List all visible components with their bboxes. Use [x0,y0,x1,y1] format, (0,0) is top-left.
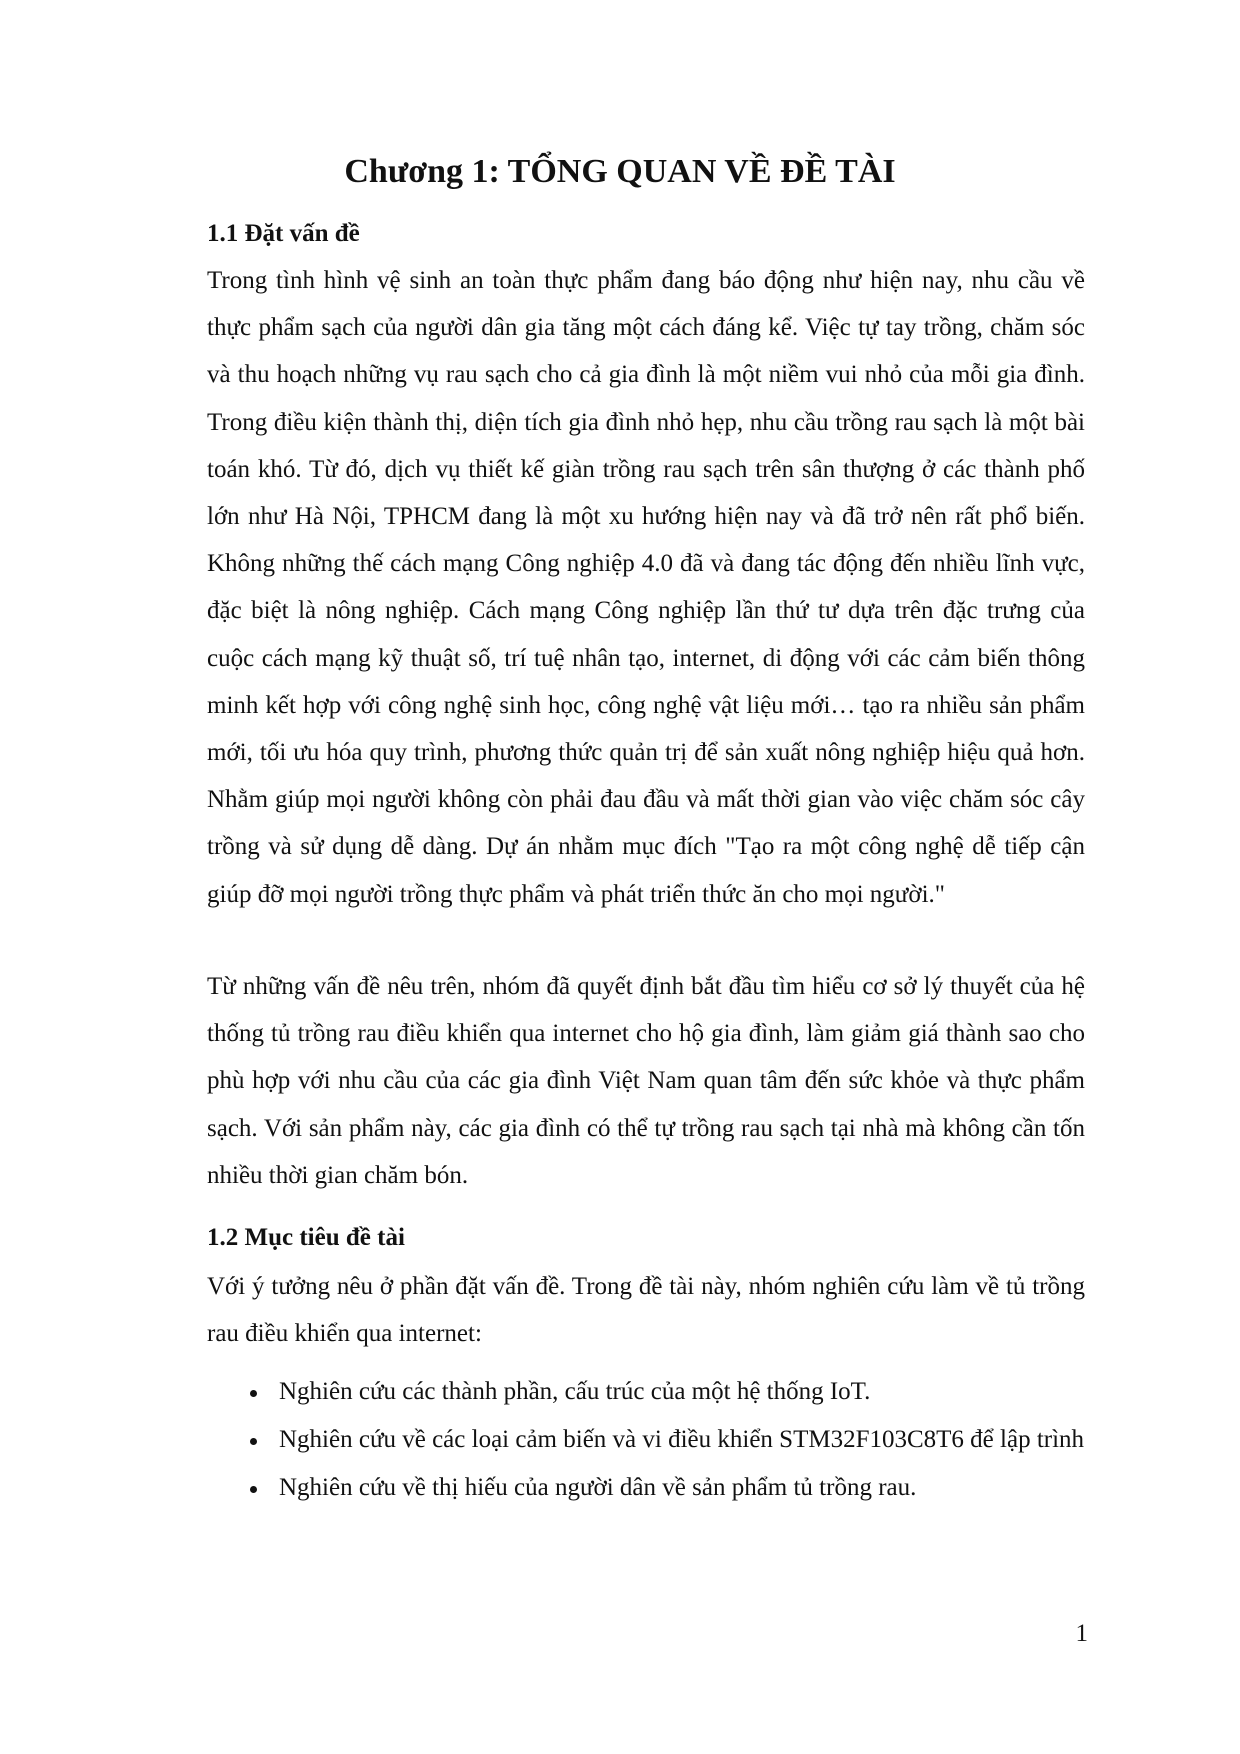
chapter-title: Chương 1: TỔNG QUAN VỀ ĐỀ TÀI [344,153,896,190]
list-item-text: Nghiên cứu về thị hiếu của người dân về sản phẩm tủ trồng rau. [279,1474,917,1501]
list-item [207,1468,1085,1508]
list-item [207,1372,1085,1412]
section-1-2-intro: Với ý tưởng nêu ở phần đặt vấn đề. Trong đề tài này, nhóm nghiên cứu làm về tủ trồng rau điều khiển qua internet: [207,1273,1085,1348]
section-heading-1-2: 1.2 Mục tiêu đề tài [207,1224,405,1251]
section-1-1-paragraph: Từ những vấn đề nêu trên, nhóm đã quyết định bắt đầu tìm hiểu cơ sở lý thuyết của hệ thống tủ trồng rau điều khiển qua internet cho hộ gia đình, làm giảm giá thành sao cho phù hợp với nhu cầu của các gia đình Việt Nam quan tâm đến sức khỏe và thực phẩm sạch. Với sản phẩm này, các gia đình có thể tự trồng rau sạch tại nhà mà không cần tốn nhiều thời gian chăm bón. [207,973,1085,1189]
bullet-icon [250,1390,257,1397]
section-heading-1-1: 1.1 Đặt vấn đề [207,220,360,247]
list-item-text: Nghiên cứu các thành phần, cấu trúc của một hệ thống IoT. [279,1378,871,1405]
bullet-icon [250,1486,257,1493]
bullet-icon [250,1438,257,1445]
list-item [207,1420,1085,1460]
page-number: 1 [1075,1620,1088,1647]
list-item-text: Nghiên cứu về các loại cảm biến và vi điều khiển STM32F103C8T6 để lập trình [279,1426,1085,1453]
objectives-list [207,1372,1085,1516]
section-1-1-paragraph: Trong tình hình vệ sinh an toàn thực phẩm đang báo động như hiện nay, nhu cầu về thực phẩm sạch của người dân gia tăng một cách đáng kể. Việc tự tay trồng, chăm sóc và thu hoạch những vụ rau sạch cho cả gia đình là một niềm vui nhỏ của mỗi gia đình. Trong điều kiện thành thị, diện tích gia đình nhỏ hẹp, nhu cầu trồng rau sạch là một bài toán khó. Từ đó, dịch vụ thiết kế giàn trồng rau sạch trên sân thượng ở các thành phố lớn như Hà Nội, TPHCM đang là một xu hướng hiện nay và đã trở nên rất phổ biến. Không những thế cách mạng Công nghiệp 4.0 đã và đang tác động đến nhiều lĩnh vực, đặc biệt là nông nghiệp. Cách mạng Công nghiệp lần thứ tư dựa trên đặc trưng của cuộc cách mạng kỹ thuật số, trí tuệ nhân tạo, internet, di động với các cảm biến thông minh kết hợp với công nghệ sinh học, công nghệ vật liệu mới… tạo ra nhiều sản phẩm mới, tối ưu hóa quy trình, phương thức quản trị để sản xuất nông nghiệp hiệu quả hơn. Nhằm giúp mọi người không còn phải đau đầu và mất thời gian vào việc chăm sóc cây trồng và sử dụng dễ dàng. Dự án nhằm mục đích "Tạo ra một công nghệ dễ tiếp cận giúp đỡ mọi người trồng thực phẩm và phát triển thức ăn cho mọi người." [207,267,1085,908]
